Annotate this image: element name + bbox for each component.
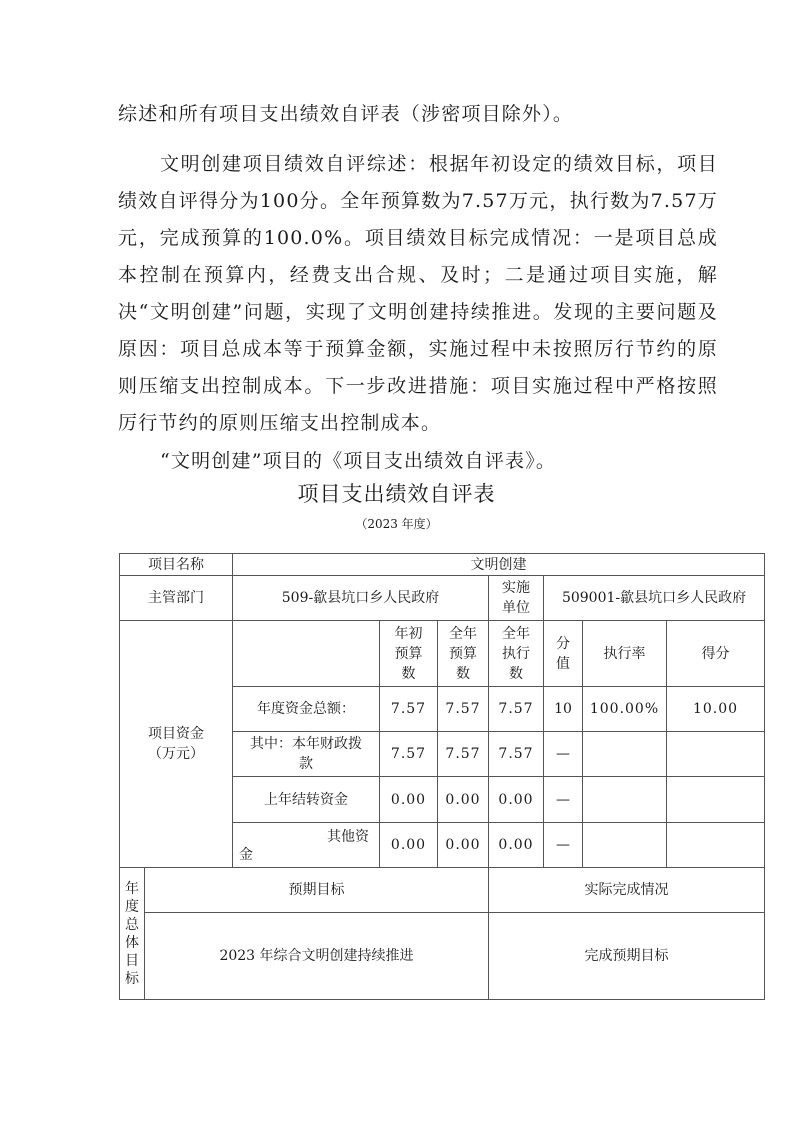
cell-score bbox=[667, 777, 765, 823]
cell-initial: 0.00 bbox=[380, 823, 438, 868]
row-label: 其中：本年财政拨款 bbox=[233, 732, 380, 777]
impl-unit-label: 实施单位 bbox=[489, 576, 544, 621]
goals-label: 年度总体目标 bbox=[120, 868, 145, 1000]
intro-paragraph: 综述和所有项目支出绩效自评表（涉密项目除外）。 bbox=[118, 103, 574, 125]
table-title: 项目支出绩效自评表 bbox=[297, 482, 496, 506]
expected-value: 2023 年综合文明创建持续推进 bbox=[145, 913, 489, 1000]
cell-exec: 0.00 bbox=[489, 777, 544, 823]
table-intro-paragraph: “文明创建”项目的《项目支出绩效自评表》。 bbox=[160, 450, 557, 472]
dept-value: 509-歙县坑口乡人民政府 bbox=[233, 576, 489, 621]
project-name-value: 文明创建 bbox=[233, 554, 765, 576]
header-exec-rate: 执行率 bbox=[583, 621, 667, 687]
cell-weight: — bbox=[544, 823, 583, 868]
cell-initial: 7.57 bbox=[380, 732, 438, 777]
expected-header: 预期目标 bbox=[145, 868, 489, 913]
cell-score: 10.00 bbox=[667, 687, 765, 732]
cell-rate bbox=[583, 732, 667, 777]
cell-annual: 7.57 bbox=[438, 687, 489, 732]
header-score-value: 分值 bbox=[544, 621, 583, 687]
header-annual-exec: 全年执行数 bbox=[489, 621, 544, 687]
cell-score bbox=[667, 823, 765, 868]
cell-annual: 0.00 bbox=[438, 777, 489, 823]
actual-value: 完成预期目标 bbox=[489, 913, 765, 1000]
row-label: 上年结转资金 bbox=[233, 777, 380, 823]
evaluation-table bbox=[119, 553, 765, 1000]
cell-exec: 7.57 bbox=[489, 732, 544, 777]
header-initial-budget: 年初预算数 bbox=[380, 621, 438, 687]
impl-unit-value: 509001-歙县坑口乡人民政府 bbox=[544, 576, 765, 621]
blank-header bbox=[233, 621, 380, 687]
cell-weight: — bbox=[544, 777, 583, 823]
cell-annual: 0.00 bbox=[438, 823, 489, 868]
actual-header: 实际完成情况 bbox=[489, 868, 765, 913]
cell-exec: 0.00 bbox=[489, 823, 544, 868]
cell-weight: — bbox=[544, 732, 583, 777]
summary-paragraph: 文明创建项目绩效自评综述：根据年初设定的绩效目标，项目绩效自评得分为100分。全年预算数为7.57万元，执行数为7.57万元，完成预算的100.0%。项目绩效目标完成情况：一是项目总成本控制在预算内，经费支出合规、及时；二是通过项目实施，解决“文明创建”问题，实现了文明创建持续推进。发现的主要问题及原因：项目总成本等于预算金额，实施过程中未按照厉行节约的原则压缩支出控制成本。下一步改进措施：项目实施过程中严格按照厉行节约的原则压缩支出控制成本。 bbox=[118, 153, 718, 434]
funds-label: 项目资金（万元） bbox=[120, 621, 233, 868]
cell-weight: 10 bbox=[544, 687, 583, 732]
cell-score bbox=[667, 732, 765, 777]
cell-rate bbox=[583, 777, 667, 823]
cell-initial: 7.57 bbox=[380, 687, 438, 732]
row-label: 年度资金总额： bbox=[233, 687, 380, 732]
table-subtitle: （2023 年度） bbox=[355, 517, 438, 531]
header-score: 得分 bbox=[667, 621, 765, 687]
cell-rate bbox=[583, 823, 667, 868]
cell-exec: 7.57 bbox=[489, 687, 544, 732]
cell-rate: 100.00% bbox=[583, 687, 667, 732]
cell-initial: 0.00 bbox=[380, 777, 438, 823]
header-annual-budget: 全年预算数 bbox=[438, 621, 489, 687]
row-label: 其他资 金 bbox=[233, 823, 380, 868]
cell-annual: 7.57 bbox=[438, 732, 489, 777]
dept-label: 主管部门 bbox=[120, 576, 233, 621]
project-name-label: 项目名称 bbox=[120, 554, 233, 576]
